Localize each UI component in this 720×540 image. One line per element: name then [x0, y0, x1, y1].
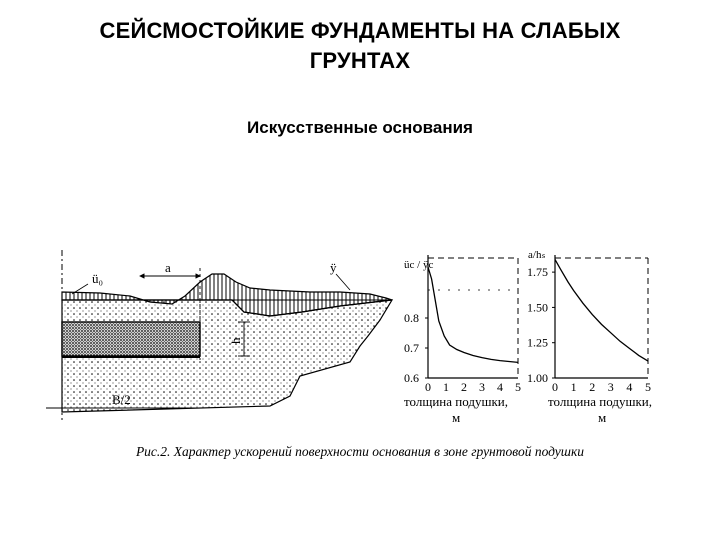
chart1-x-tick-label: 1: [443, 380, 449, 394]
y-leader: [336, 274, 350, 290]
chart2-y-tick-label: 1.00: [527, 371, 548, 385]
chart1-series-line: [428, 267, 518, 362]
label-a: a: [165, 260, 171, 275]
chart1-y-label-top: üc / ÿc: [404, 259, 434, 271]
chart2-y-tick-label: 1.50: [527, 300, 548, 315]
chart1-x-tick-label: 2: [461, 380, 467, 394]
chart1-xlabel-1: толщина подушки,: [404, 394, 508, 409]
label-u0: ü₀: [92, 271, 104, 286]
chart1-y-tick-label: 0.8: [404, 311, 419, 325]
chart2-x-tick-label: 4: [626, 380, 633, 394]
chart1-x-tick-label: 4: [497, 380, 503, 394]
chart2-x-tick-label: 5: [645, 380, 651, 394]
chart2-xlabel-1: толщина подушки,: [548, 394, 652, 409]
label-b2: B/2: [112, 392, 131, 407]
page-title-line2: ГРУНТАХ: [309, 48, 411, 73]
chart2-y-tick-label: 1.25: [527, 335, 548, 350]
chart2-y-tick-label: 1.75: [527, 265, 548, 280]
chart2-x-tick-label: 2: [589, 380, 596, 394]
cushion-layer: [62, 322, 200, 356]
chart1-x-tick-label: 3: [479, 380, 485, 394]
chart2-x-tick-label: 0: [552, 380, 558, 394]
chart1-x-tick-label: 5: [515, 380, 521, 394]
chart2-series-line: [555, 259, 648, 361]
cushion-base: [62, 356, 200, 358]
chart2-x-tick-label: 3: [607, 380, 614, 394]
figure-caption: Рис.2. Характер ускорений поверхности основания в зоне грунтовой подушки: [135, 444, 585, 459]
label-h: h: [228, 337, 243, 344]
page-subtitle: Искусственные основания: [247, 118, 473, 137]
chart1-y-tick-label: 0.7: [404, 341, 419, 355]
chart2-xlabel-2: м: [598, 410, 607, 425]
chart1-xlabel-2: м: [452, 410, 461, 425]
chart1-x-tick-label: 0: [425, 380, 431, 394]
chart-cushion-accel: [404, 255, 521, 425]
chart1-y-tick-label: 0.6: [404, 371, 419, 385]
chart2-x-tick-label: 1: [570, 380, 577, 394]
soil-section: [46, 250, 392, 420]
chart2-y-label: a/hₛ: [528, 249, 546, 261]
chart-relative-width: [527, 249, 652, 425]
page-title-line1: СЕЙСМОСТОЙКИЕ ФУНДАМЕНТЫ НА СЛАБЫХ: [99, 18, 621, 43]
label-y: ÿ: [330, 260, 337, 275]
